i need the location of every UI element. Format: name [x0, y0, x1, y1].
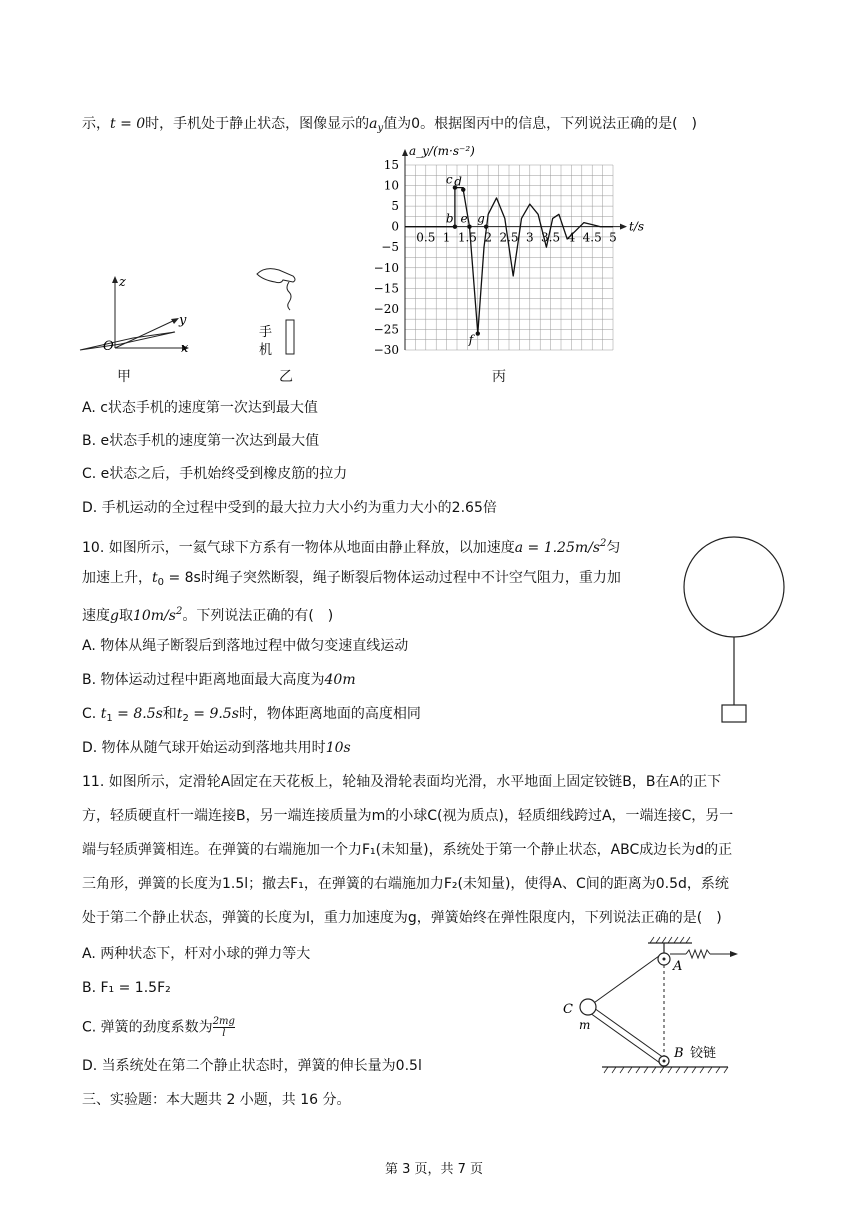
q10-l3-g: g [110, 608, 119, 624]
q10-option-b [82, 670, 356, 690]
caption-yi: 乙 [279, 369, 293, 385]
x-axis-label: t/s [629, 219, 645, 234]
x-tick-label: 5 [609, 230, 617, 245]
q11-option-c [82, 1016, 235, 1039]
q9-option-d: D. 手机运动的全过程中受到的最大拉力大小约为重力大小的2.65倍 [82, 500, 497, 516]
spring-icon [686, 950, 710, 958]
q10-line1 [82, 534, 620, 558]
q10-l1-sup: 2 [600, 538, 607, 549]
q11-line2: 方，轻质硬直杆一端连接B，另一端连接质量为m的小球C(视为质点)，轻质细线跨过A，一端连接C，另一 [82, 808, 734, 824]
axis-z-label: z [119, 275, 126, 290]
q10-optb-v: 40m [324, 672, 356, 688]
q10-l3-a: 速度 [82, 608, 110, 624]
q9-option-c: C. e状态之后，手机始终受到橡皮筋的拉力 [82, 466, 348, 482]
q11-optc-num: 2mg [212, 1016, 235, 1027]
balloon-icon [684, 537, 784, 637]
q10-l2-b: 时绳子突然断裂，绳子断裂后物体运动过程中不计空气阻力，重力加 [200, 570, 621, 586]
q10-option-d [82, 738, 351, 758]
ball-c-icon [580, 999, 596, 1015]
q9-stem-t0: t = 0 [110, 116, 146, 132]
q9-stem-ay: a [369, 116, 378, 132]
q10-l1: 10. 如图所示，一氦气球下方系有一物体从地面由静止释放，以加速度 [82, 540, 515, 556]
q9-stem-c: 值为0。根据图丙中的信息，下列说法正确的是( ) [383, 116, 698, 132]
pulley-figure [560, 935, 770, 1075]
label-b: B [674, 1046, 684, 1061]
point-f [476, 331, 480, 335]
q9-stem-ay-sub: y [377, 123, 384, 134]
caption-bing: 丙 [492, 369, 506, 385]
q10-optc-t2-sub: 2 [182, 713, 189, 724]
x-tick-label: 4 [567, 230, 576, 245]
q10-optc-a: C. [82, 706, 101, 722]
x-tick-label: 0.5 [416, 230, 436, 245]
q10-option-c [82, 704, 421, 729]
q10-optc-e1: = 8.5s [112, 706, 163, 722]
q10-optd-a: D. 物体从随气球开始运动到落地共用时 [82, 740, 326, 756]
point-label-b: b [445, 211, 454, 226]
balloon-figure [680, 535, 790, 725]
y-axis-label: a_y/(m·s⁻²) [409, 144, 475, 158]
y-tick-label: 5 [391, 199, 399, 214]
q11-option-b: B. F₁ = 1.5F₂ [82, 980, 171, 996]
q9-stem-b: 时，手机处于静止状态，图像显示的 [145, 116, 370, 132]
origin-label: O [103, 339, 114, 354]
axis-y-label: y [179, 313, 187, 328]
chart-bing [365, 140, 655, 365]
label-c: C [563, 1002, 573, 1017]
phone-label-2: 机 [259, 343, 273, 358]
section-3-heading: 三、实验题：本大题共 2 小题，共 16 分。 [82, 1092, 351, 1108]
q10-optc-t1: t [100, 706, 107, 722]
x-tick-label: 3.5 [541, 230, 561, 245]
point-label-g: g [477, 211, 485, 226]
y-axis-arrow [402, 149, 408, 156]
q10-l2-t0: t [152, 570, 158, 586]
q10-optd-v: 10s [325, 740, 351, 756]
q10-l2-a: 加速上升， [82, 570, 152, 586]
y-tick-label: 15 [383, 158, 399, 172]
q10-l3-c: 。下列说法正确的有( ) [182, 608, 334, 624]
q9-stem [82, 114, 697, 139]
q10-optc-t2: t [176, 706, 183, 722]
x-tick-label: 4.5 [582, 230, 602, 245]
point-e [467, 224, 471, 228]
q10-l3-val: 10m/s [132, 608, 176, 624]
q11-line4: 三角形，弹簧的长度为1.5l；撤去F₁，在弹簧的右端施加力F₂(未知量)，使得A、C间的距离为0.5d，系统 [82, 876, 729, 892]
q10-option-a: A. 物体从绳子断裂后到落地过程中做匀变速直线运动 [82, 638, 409, 654]
q10-line3 [82, 602, 333, 626]
q11-line3: 端与轻质弹簧相连。在弹簧的右端施加一个力F₁(未知量)，系统处于第一个静止状态，ABC成边长为d的正 [82, 842, 733, 858]
label-a: A [673, 959, 683, 974]
q9-option-a: A. c状态手机的速度第一次达到最大值 [82, 400, 318, 416]
point-label-c: c [445, 172, 453, 187]
y-tick-label: −15 [373, 281, 399, 296]
q10-l2-eq: = 8s [164, 570, 201, 586]
q11-option-d: D. 当系统处在第二个静止状态时，弹簧的伸长量为0.5l [82, 1058, 422, 1074]
figure-yi [245, 262, 315, 362]
q10-line2 [82, 568, 621, 593]
y-tick-label: −20 [373, 301, 399, 316]
q10-l3-sup: 2 [175, 606, 183, 617]
x-tick-label: 2 [484, 230, 493, 245]
q11-line1: 11. 如图所示，定滑轮A固定在天花板上，轮轴及滑轮表面均光滑，水平地面上固定铰链B，B在A的正下 [82, 774, 722, 790]
point-label-e: e [460, 211, 468, 226]
q9-option-b: B. e状态手机的速度第一次达到最大值 [82, 433, 320, 449]
q9-stem-a: 示， [82, 116, 110, 132]
q10-l3-b: 取 [118, 608, 133, 624]
x-tick-label: 2.5 [499, 230, 519, 245]
label-m: m [579, 1018, 591, 1032]
caption-jia: 甲 [117, 369, 131, 385]
y-tick-label: −5 [381, 240, 399, 255]
y-tick-label: −25 [373, 322, 399, 337]
object-box [722, 705, 746, 722]
q10-l1-tail: 匀 [606, 540, 621, 556]
q11-option-a: A. 两种状态下，杆对小球的弹力等大 [82, 946, 311, 962]
q11-optc-a: C. 弹簧的劲度系数为 [82, 1019, 213, 1036]
phone-label-1: 手 [259, 325, 273, 340]
x-tick-label: 1 [442, 230, 451, 245]
x-axis-arrow [620, 224, 627, 230]
x-tick-label: 3 [525, 230, 534, 245]
point-label-d: d [454, 174, 462, 189]
figure-jia [75, 270, 205, 360]
q10-l1-eq: a = 1.25m/s [514, 540, 601, 556]
x-tick-label: 1.5 [457, 230, 477, 245]
y-tick-label: −10 [373, 260, 399, 275]
q10-optb-a: B. 物体运动过程中距离地面最大高度为 [82, 672, 325, 688]
point-label-f: f [468, 332, 474, 347]
q10-optc-c: 时，物体距离地面的高度相同 [238, 706, 421, 722]
q11-optc-fraction [213, 1016, 235, 1039]
q10-l2-t0-sub: 0 [157, 577, 165, 588]
q10-optc-e2: = 9.5s [188, 706, 239, 722]
page-footer: 第 3 页，共 7 页 [384, 1162, 484, 1177]
label-hinge: 铰链 [690, 1046, 717, 1061]
y-tick-label: 0 [391, 219, 399, 234]
y-tick-label: 10 [383, 178, 399, 193]
q11-line5: 处于第二个静止状态，弹簧的长度为l，重力加速度为g，弹簧始终在弹性限度内，下列说法正确的是( ) [82, 910, 722, 926]
q10-optc-b: 和 [162, 706, 177, 722]
q11-optc-den: l [222, 1028, 226, 1039]
q10-optc-t1-sub: 1 [106, 713, 113, 724]
axis-x-label: x [181, 341, 189, 356]
y-tick-label: −30 [373, 343, 399, 357]
